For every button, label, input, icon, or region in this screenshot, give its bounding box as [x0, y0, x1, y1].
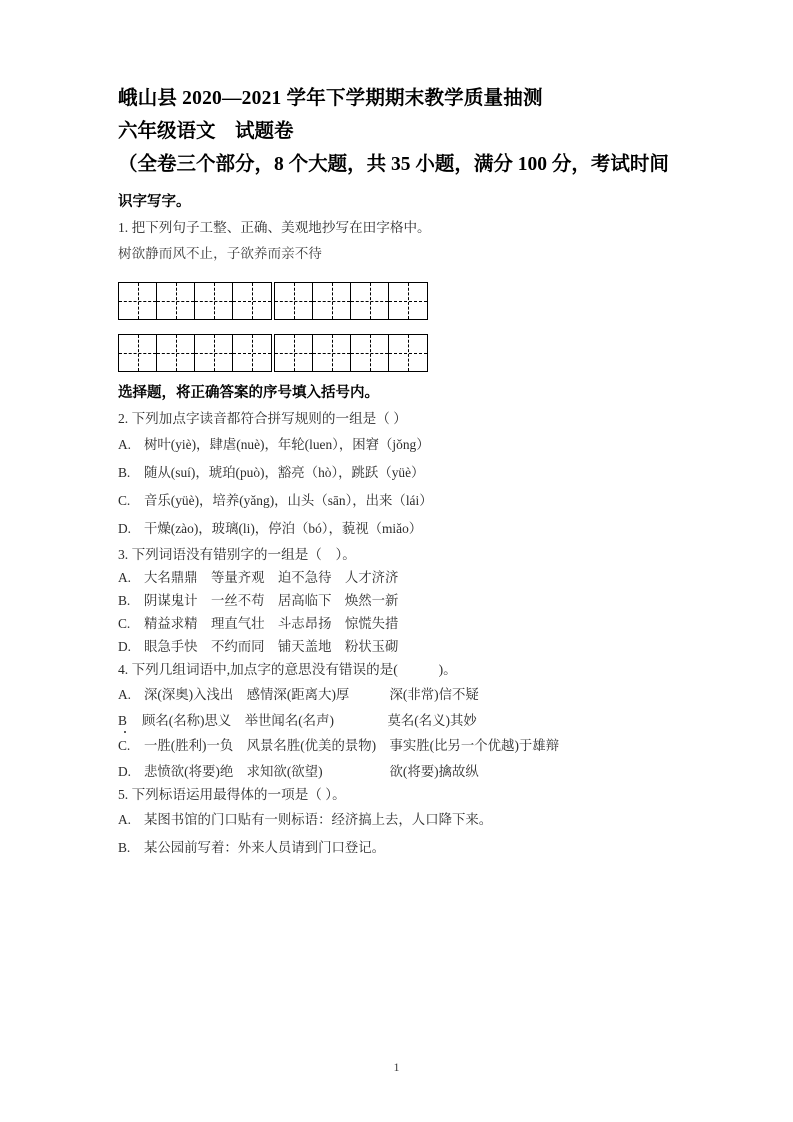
question-3-option-c[interactable]: [118, 612, 678, 635]
option-text: 干燥(zào)，玻璃(li)，停泊（bó），藐视（miǎo）: [144, 521, 423, 536]
question-4-option-b[interactable]: [118, 709, 678, 732]
tianzige-cell[interactable]: [389, 335, 427, 371]
option-text: 精益求精 理直气壮 斗志昂扬 惊慌失措: [144, 616, 399, 631]
tianzige-group: [118, 282, 272, 320]
option-label: C.: [118, 616, 131, 631]
question-2-option-b[interactable]: [118, 459, 678, 487]
option-label: A.: [118, 570, 132, 585]
tianzige-cell[interactable]: [313, 283, 351, 319]
question-3-option-d[interactable]: [118, 635, 678, 658]
option-label: C.: [118, 738, 131, 753]
option-label: D.: [118, 639, 132, 654]
option-text: 顾名(名称)思义 举世闻名(名声) 莫名(名义)其妙: [142, 713, 477, 728]
question-4-option-a[interactable]: [118, 681, 678, 709]
option-label: C.: [118, 493, 131, 508]
page-title: 峨山县 2020—2021 学年下学期期末教学质量抽测: [118, 88, 543, 109]
section-heading-literacy: 识字写字。: [118, 194, 191, 210]
option-label: B.: [118, 465, 131, 480]
tianzige-cell[interactable]: [351, 283, 389, 319]
question-5-stem: 5. 下列标语运用最得体的一项是（ ）。: [118, 787, 346, 802]
tianzige-cell[interactable]: [275, 335, 313, 371]
option-text: 大名鼎鼎 等量齐观 迫不急待 人才济济: [144, 570, 399, 585]
question-4-option-d[interactable]: [118, 760, 678, 783]
question-4-stem: 4. 下列几组词语中,加点字的意思没有错误的是( )。: [118, 662, 457, 677]
tianzige-grid-row-2: [118, 334, 678, 372]
document-body: [118, 82, 678, 862]
option-text: 深(深奥)入浅出 感情深(距离大)厚 深(非常)信不疑: [144, 687, 479, 702]
option-label: D.: [118, 521, 132, 536]
option-text: 一胜(胜利)一负 风景名胜(优美的景物) 事实胜(比另一个优越)于雄辩: [144, 738, 560, 753]
page-subtitle: 六年级语文 试题卷: [118, 121, 294, 142]
question-2-option-a[interactable]: [118, 431, 678, 459]
exam-note: （全卷三个部分，8 个大题，共 35 小题，满分 100 分，考试时间: [118, 154, 669, 175]
option-text: 音乐(yüè)，培养(yǎng)，山头（sān），出来（lái）: [144, 493, 433, 508]
tianzige-group: [274, 334, 428, 372]
tianzige-cell[interactable]: [195, 335, 233, 371]
question-4-option-c[interactable]: [118, 732, 678, 760]
question-3-option-b[interactable]: [118, 589, 678, 612]
question-2-stem: 2. 下列加点字读音都符合拼写规则的一组是（ ）: [118, 411, 407, 426]
option-label: B: [118, 713, 127, 728]
tianzige-cell[interactable]: [157, 283, 195, 319]
tianzige-cell[interactable]: [313, 335, 351, 371]
tianzige-cell[interactable]: [389, 283, 427, 319]
tianzige-group: [274, 282, 428, 320]
tianzige-cell[interactable]: [351, 335, 389, 371]
option-label: B.: [118, 593, 131, 608]
tianzige-cell[interactable]: [233, 335, 271, 371]
option-label: A.: [118, 687, 132, 702]
question-5-option-b[interactable]: [118, 834, 678, 862]
option-text: 阴谋鬼计 一丝不苟 居高临下 焕然一新: [144, 593, 399, 608]
tianzige-cell[interactable]: [233, 283, 271, 319]
page-number: 1: [393, 1060, 400, 1074]
question-3-stem: 3. 下列词语没有错别字的一组是（ ）。: [118, 547, 356, 562]
option-text: 某图书馆的门口贴有一则标语：经济搞上去，人口降下来。: [144, 812, 493, 827]
question-2-option-d[interactable]: [118, 515, 678, 543]
option-label: A.: [118, 812, 132, 827]
tianzige-cell[interactable]: [195, 283, 233, 319]
section-heading-choice: 选择题，将正确答案的序号填入括号内。: [118, 385, 379, 401]
question-2-option-c[interactable]: [118, 487, 678, 515]
option-text: 随从(suí)，琥珀(può)，豁亮（hò），跳跃（yüè）: [144, 465, 425, 480]
option-text: 眼急手快 不约而同 铺天盖地 粉状玉砌: [144, 639, 399, 654]
tianzige-cell[interactable]: [275, 283, 313, 319]
question-1-stem: 1. 把下列句子工整、正确、美观地抄写在田字格中。: [118, 220, 431, 235]
option-label: B.: [118, 840, 131, 855]
tianzige-cell[interactable]: [119, 335, 157, 371]
option-text: 某公园前写着：外来人员请到门口登记。: [144, 840, 386, 855]
tianzige-cell[interactable]: [157, 335, 195, 371]
option-label: A.: [118, 437, 132, 452]
question-5-option-a[interactable]: [118, 806, 678, 834]
option-text: 树叶(yiè)，肆虐(nuè)，年轮(luen），困窘（jǒng）: [144, 437, 430, 452]
question-3-option-a[interactable]: [118, 566, 678, 589]
option-text: 悲愤欲(将要)绝 求知欲(欲望) 欲(将要)擒故纵: [144, 764, 479, 779]
tianzige-group: [118, 334, 272, 372]
emphasis-dot: [124, 731, 126, 733]
question-1-sentence: 树欲静而风不止，子欲养而亲不待: [118, 246, 322, 261]
option-label: D.: [118, 764, 132, 779]
tianzige-grid-row-1: [118, 282, 678, 320]
tianzige-cell[interactable]: [119, 283, 157, 319]
